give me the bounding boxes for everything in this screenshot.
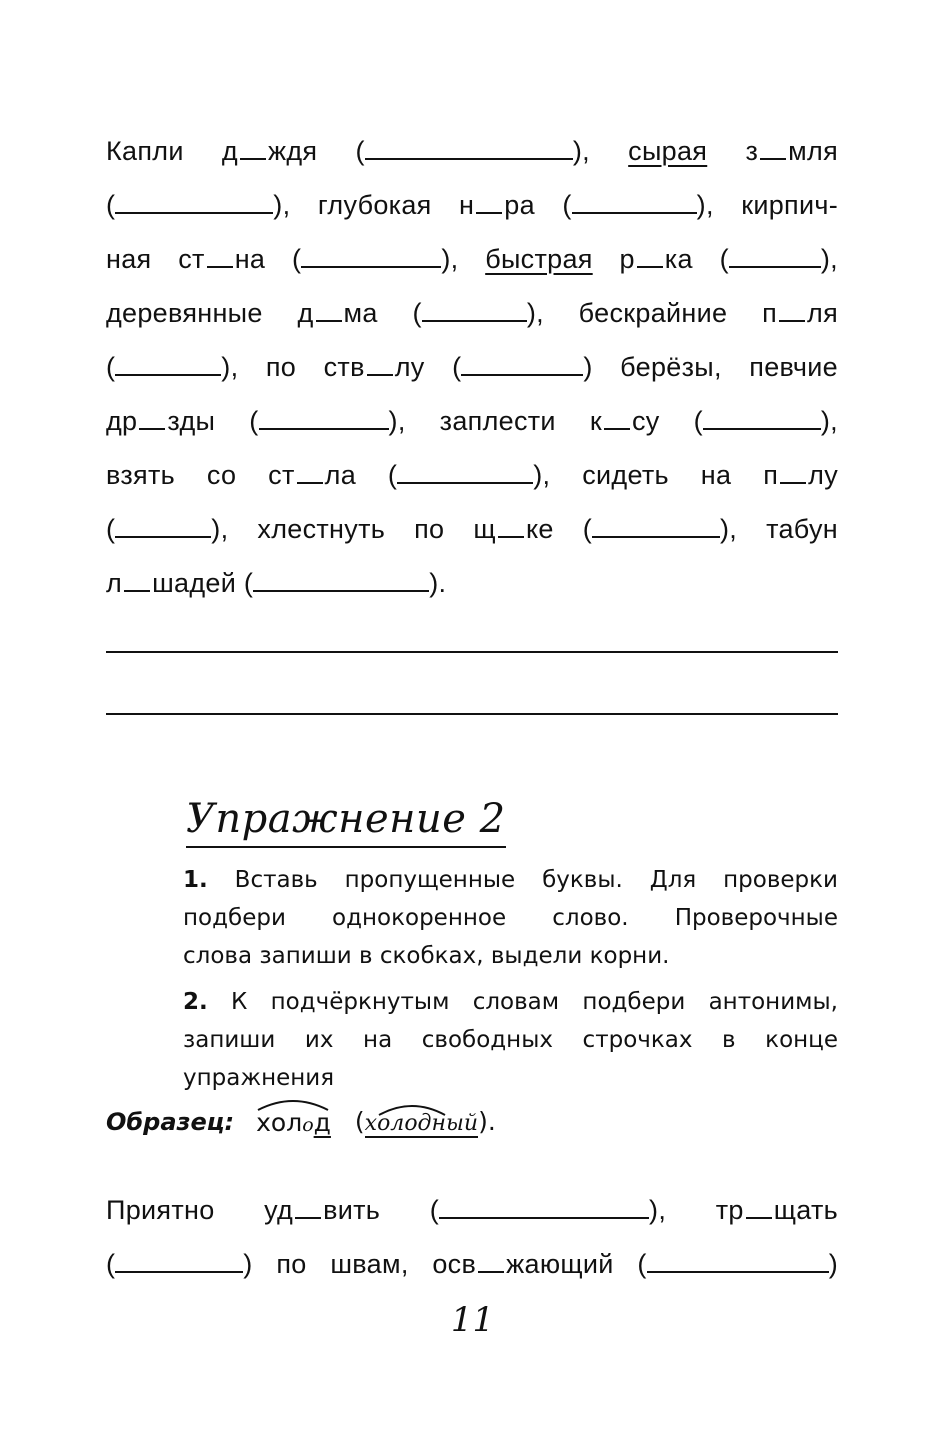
writing-line-2	[106, 713, 838, 715]
text-fragment: ), хлестнуть по щ	[211, 514, 496, 544]
task-text: Вставь пропущенные буквы. Для проверки	[234, 867, 838, 893]
answer-blank	[592, 518, 720, 538]
text-fragment: лу	[808, 460, 838, 490]
missing-letter-blank	[604, 410, 630, 430]
task-line: слова запиши в скобках, выдели корни.	[183, 943, 670, 969]
missing-letter-blank	[476, 194, 502, 214]
answer-blank	[647, 1253, 829, 1273]
missing-letter-blank	[316, 302, 342, 322]
text-line-9	[106, 556, 838, 610]
sample-example	[106, 1106, 496, 1156]
text-fragment: ) берёзы, певчие	[583, 352, 839, 382]
text-fragment: ),	[820, 244, 838, 274]
missing-letter-blank	[240, 140, 266, 160]
task-number: 2.	[183, 989, 208, 1015]
text-fragment: (	[106, 190, 116, 220]
root-arc-icon	[377, 1103, 447, 1117]
missing-letter-blank	[295, 1199, 321, 1219]
text-line-4	[106, 286, 838, 340]
text-line-1	[106, 124, 838, 178]
answer-blank	[301, 248, 441, 268]
root-arc-icon	[256, 1098, 330, 1112]
text-fragment: мля	[788, 136, 838, 166]
answer-blank	[115, 194, 273, 214]
sample-check-word	[355, 1107, 496, 1138]
text-fragment: су (	[631, 406, 703, 436]
text-fragment: Приятно уд	[106, 1195, 294, 1225]
text-fragment: ка (	[664, 244, 729, 274]
answer-blank	[729, 248, 821, 268]
word-part: д	[313, 1107, 331, 1137]
text-fragment: ),	[572, 136, 590, 166]
text-fragment: )	[828, 1249, 838, 1279]
text-fragment: жающий (	[506, 1249, 647, 1279]
word-part: хол	[256, 1107, 303, 1137]
text-line-1	[106, 1183, 838, 1237]
text-fragment: ла (	[324, 460, 398, 490]
answer-blank	[461, 356, 583, 376]
text-fragment: ра (	[504, 190, 572, 220]
task-2	[183, 983, 838, 1097]
task-line	[183, 983, 838, 1021]
check-word-group	[365, 1111, 478, 1138]
paren: (	[354, 1106, 365, 1136]
missing-letter-blank	[780, 464, 806, 484]
text-fragment: ) по швам, осв	[243, 1249, 477, 1279]
answer-blank	[259, 410, 389, 430]
writing-line-1	[106, 651, 838, 653]
answer-blank	[115, 356, 221, 376]
task-1	[183, 861, 838, 975]
text-fragment: ля	[807, 298, 838, 328]
exercise-heading: Упражнение 2	[186, 796, 506, 848]
answer-blank	[365, 140, 573, 160]
text-fragment: ),	[441, 244, 459, 274]
task-line	[183, 861, 838, 899]
inserted-letter: о	[302, 1113, 314, 1136]
sample-word	[256, 1108, 331, 1137]
text-fragment: ), глубокая н	[273, 190, 475, 220]
underlined-word: сырая	[628, 136, 708, 166]
answer-blank	[439, 1199, 649, 1219]
text-fragment: вить (	[323, 1195, 440, 1225]
text-fragment: взять со ст	[106, 460, 295, 490]
text-line-3	[106, 232, 838, 286]
text-fragment: ке (	[525, 514, 592, 544]
answer-blank	[253, 572, 429, 592]
paren: ).	[478, 1106, 496, 1136]
missing-letter-blank	[207, 248, 233, 268]
page-number: 11	[450, 1300, 495, 1340]
text-fragment: деревянные д	[106, 298, 314, 328]
text-line-8	[106, 502, 838, 556]
text-line-5	[106, 340, 838, 394]
text-fragment: л	[106, 568, 123, 598]
answer-blank	[397, 464, 533, 484]
missing-letter-blank	[297, 464, 323, 484]
text-fragment: щать	[773, 1195, 838, 1225]
missing-letter-blank	[746, 1199, 772, 1219]
text-fragment: р	[619, 244, 635, 274]
missing-letter-blank	[637, 248, 663, 268]
answer-blank	[115, 1253, 243, 1273]
task-text: К подчёркнутым словам подбери антонимы,	[231, 989, 838, 1015]
text-fragment: др	[106, 406, 138, 436]
missing-letter-blank	[367, 356, 393, 376]
underlined-word: быстрая	[485, 244, 593, 274]
answer-blank	[115, 518, 211, 538]
text-line-6	[106, 394, 838, 448]
task-line: запиши их на свободных строчках в конце	[183, 1027, 838, 1053]
missing-letter-blank	[779, 302, 805, 322]
text-fragment: Капли д	[106, 136, 238, 166]
exercise-1-text	[106, 124, 838, 610]
text-fragment: (	[106, 352, 116, 382]
task-line: подбери однокоренное слово. Проверочные	[183, 905, 838, 931]
missing-letter-blank	[124, 572, 150, 592]
text-fragment: ма (	[343, 298, 422, 328]
text-fragment: ная ст	[106, 244, 205, 274]
missing-letter-blank	[139, 410, 165, 430]
text-fragment: ), кирпич-	[696, 190, 838, 220]
text-fragment: ), тр	[649, 1195, 744, 1225]
text-fragment: ), табун	[720, 514, 838, 544]
missing-letter-blank	[498, 518, 524, 538]
answer-blank	[422, 302, 527, 322]
answer-blank	[572, 194, 697, 214]
task-line: упражнения	[183, 1065, 335, 1091]
text-fragment: ), сидеть на п	[533, 460, 779, 490]
text-fragment: ), по ств	[221, 352, 365, 382]
exercise-2-text	[106, 1183, 838, 1291]
text-fragment: лу (	[394, 352, 462, 382]
text-fragment: ),	[820, 406, 838, 436]
text-line-2	[106, 1237, 838, 1291]
sample-label: Образец:	[106, 1108, 235, 1136]
text-fragment: шадей (	[152, 568, 254, 598]
text-fragment: на (	[234, 244, 302, 274]
text-fragment: ), бескрайние п	[526, 298, 778, 328]
missing-letter-blank	[760, 140, 786, 160]
missing-letter-blank	[478, 1253, 504, 1273]
task-number: 1.	[183, 867, 208, 893]
text-fragment: (	[106, 1249, 116, 1279]
text-fragment: з	[745, 136, 759, 166]
text-line-7	[106, 448, 838, 502]
text-fragment: ).	[429, 568, 447, 598]
check-word: холодный	[364, 1110, 479, 1136]
text-fragment: зды (	[167, 406, 259, 436]
text-fragment: (	[106, 514, 116, 544]
answer-blank	[703, 410, 821, 430]
text-fragment: ждя (	[267, 136, 365, 166]
text-fragment: ), заплести к	[388, 406, 602, 436]
text-line-2	[106, 178, 838, 232]
